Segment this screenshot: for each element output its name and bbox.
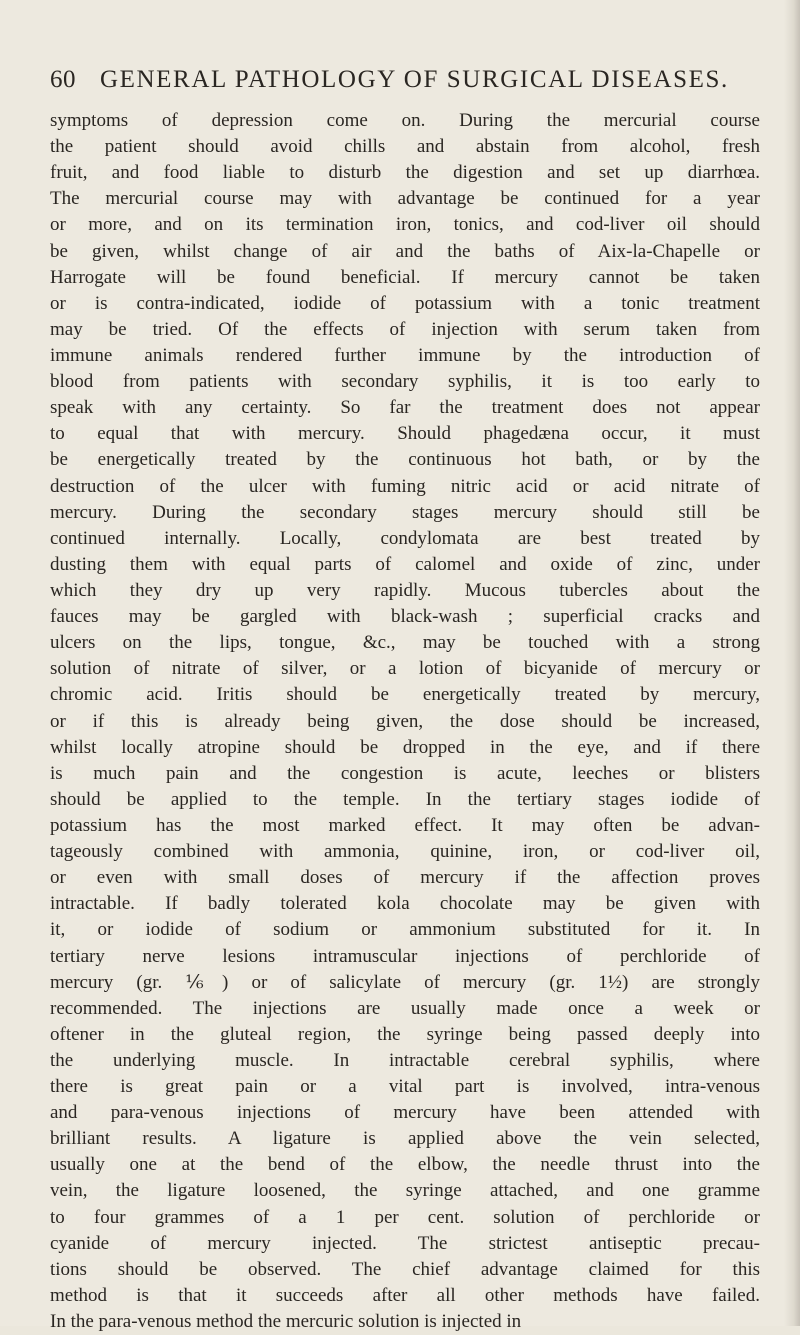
page-header	[50, 66, 750, 106]
text-line: vein, the ligature loosened, the syringe attached, and one gramme	[50, 1180, 760, 1202]
text-line: tions should be observed. The chief advantage claimed for this	[50, 1258, 760, 1280]
text-line: it, or iodide of sodium or ammonium substituted for it. In	[50, 919, 760, 941]
text-line: method is that it succeeds after all other methods have failed.	[50, 1284, 760, 1306]
text-line: speak with any certainty. So far the treatment does not appear	[50, 397, 760, 419]
text-line: or even with small doses of mercury if the affection proves	[50, 867, 760, 889]
text-line: intractable. If badly tolerated kola chocolate may be given with	[50, 893, 760, 915]
text-line: or is contra-indicated, iodide of potassium with a tonic treatment	[50, 292, 760, 314]
text-line: or if this is already being given, the dose should be increased,	[50, 710, 760, 732]
text-line: usually one at the bend of the elbow, the needle thrust into the	[50, 1154, 760, 1176]
text-line: immune animals rendered further immune by the introduction of	[50, 344, 760, 366]
text-line: blood from patients with secondary syphilis, it is too early to	[50, 371, 760, 393]
running-title: GENERAL PATHOLOGY OF SURGICAL DISEASES.	[100, 66, 729, 93]
text-line: In the para-venous method the mercuric solution is injected in	[50, 1311, 522, 1333]
text-line: is much pain and the congestion is acute, leeches or blisters	[50, 762, 760, 784]
text-line: symptoms of depression come on. During the mercurial course	[50, 110, 760, 131]
text-line: the underlying muscle. In intractable cerebral syphilis, where	[50, 1049, 760, 1071]
page-number: 60	[50, 66, 76, 93]
text-line: brilliant results. A ligature is applied above the vein selected,	[50, 1128, 760, 1150]
text-line: oftener in the gluteal region, the syringe being passed deeply into	[50, 1023, 760, 1045]
text-line: fruit, and food liable to disturb the digestion and set up diarrhœa.	[50, 162, 760, 184]
text-line: potassium has the most marked effect. It may often be advan-	[50, 814, 760, 836]
text-line: Harrogate will be found beneficial. If mercury cannot be taken	[50, 266, 760, 288]
text-line: dusting them with equal parts of calomel and oxide of zinc, under	[50, 553, 760, 575]
text-line: mercury. During the secondary stages mercury should still be	[50, 501, 760, 523]
text-line: mercury (gr. ⅙) or of salicylate of mercury (gr. 1½) are strongly	[50, 971, 760, 993]
text-line: recommended. The injections are usually made once a week or	[50, 997, 760, 1019]
text-line: solution of nitrate of silver, or a lotion of bicyanide of mercury or	[50, 658, 760, 680]
body-text	[50, 108, 760, 1335]
text-line: the patient should avoid chills and abstain from alcohol, fresh	[50, 136, 760, 158]
text-line: whilst locally atropine should be dropped in the eye, and if there	[50, 736, 760, 758]
text-line: should be applied to the temple. In the tertiary stages iodide of	[50, 788, 760, 810]
text-line: tageously combined with ammonia, quinine, iron, or cod-liver oil,	[50, 841, 760, 863]
text-line: destruction of the ulcer with fuming nitric acid or acid nitrate of	[50, 475, 760, 497]
text-line: ulcers on the lips, tongue, &c., may be touched with a strong	[50, 632, 760, 654]
text-line: fauces may be gargled with black-wash ; superficial cracks and	[50, 606, 760, 628]
text-line: there is great pain or a vital part is involved, intra-venous	[50, 1076, 760, 1098]
text-line: and para-venous injections of mercury have been attended with	[50, 1102, 760, 1124]
text-line: may be tried. Of the effects of injection with serum taken from	[50, 318, 760, 340]
text-line: to equal that with mercury. Should phagedæna occur, it must	[50, 423, 760, 445]
text-line: be given, whilst change of air and the baths of Aix-la-Chapelle or	[50, 240, 760, 262]
text-line: continued internally. Locally, condylomata are best treated by	[50, 527, 760, 549]
text-line: tertiary nerve lesions intramuscular injections of perchloride of	[50, 945, 760, 967]
page-edge-shadow	[784, 0, 800, 1326]
text-line: The mercurial course may with advantage be continued for a year	[50, 188, 760, 210]
text-line: to four grammes of a 1 per cent. solution of perchloride or	[50, 1206, 760, 1228]
text-line: cyanide of mercury injected. The strictest antiseptic precau-	[50, 1232, 760, 1254]
text-line: or more, and on its termination iron, tonics, and cod-liver oil should	[50, 214, 760, 236]
text-line: which they dry up very rapidly. Mucous tubercles about the	[50, 579, 760, 601]
text-line: be energetically treated by the continuous hot bath, or by the	[50, 449, 760, 471]
text-line: chromic acid. Iritis should be energetically treated by mercury,	[50, 684, 760, 706]
